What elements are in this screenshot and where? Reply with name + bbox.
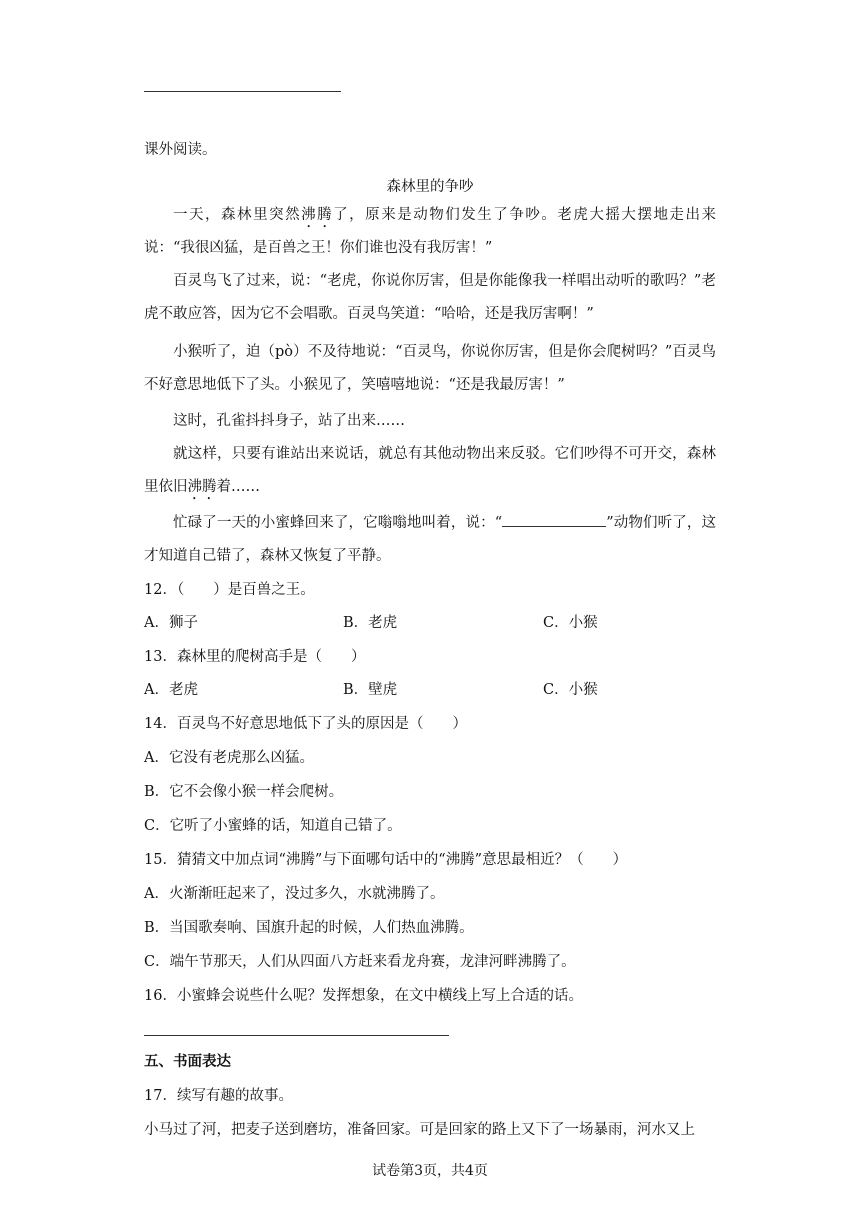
q12-option-b[interactable]: B．老虎 (343, 615, 398, 631)
q14-option-a[interactable]: A．它没有老虎那么凶猛。 (144, 750, 314, 766)
answer-line-q16[interactable] (144, 1035, 449, 1036)
q15-stem: 15．猜猜文中加点词“沸腾”与下面哪句话中的“沸腾”意思最相近？（ ） (144, 852, 628, 868)
q12-option-a[interactable]: A．狮子 (144, 615, 198, 631)
p1-text-before: 一天，森林里突然 (173, 207, 302, 223)
q12-option-c[interactable]: C．小猴 (543, 615, 598, 631)
q13-stem: 13．森林里的爬树高手是（ ） (144, 649, 366, 665)
story-title: 森林里的争吵 (386, 179, 474, 195)
q12-stem: 12．（ ）是百兽之王。 (144, 582, 315, 598)
q15-option-b[interactable]: B．当国歌奏响、国旗升起的时候，人们热血沸腾。 (144, 920, 474, 936)
story-paragraph-1 (144, 199, 716, 265)
answer-blank[interactable] (502, 512, 606, 527)
writing-prompt-text: 小马过了河，把麦子送到磨坊，准备回家。可是回家的路上又下了一场暴雨，河水又上 (144, 1122, 695, 1138)
q16-stem: 16．小蜜蜂会说些什么呢？发挥想象，在文中横线上写上合适的话。 (144, 988, 583, 1004)
q15-option-a[interactable]: A．火渐渐旺起来了，没过多久，水就沸腾了。 (144, 886, 445, 902)
p5-text-after: 着…… (216, 479, 260, 495)
q15-option-c[interactable]: C．端午节那天，人们从四面八方赶来看龙舟赛，龙津河畔沸腾了。 (144, 954, 576, 970)
p5-dotted-word: 沸腾 (187, 479, 217, 495)
p1-text-after: 了，原来是动物们发生了争吵。老虎大摇大摆地走出来说：“我很凶猛，是百兽之王！你们谁也没有我厉害！” (144, 207, 717, 256)
p5-text-before: 就这样，只要有谁站出来说话，就总有其他动物出来反驳。它们吵得不可开交，森林里依旧 (144, 446, 716, 495)
page-footer: 试卷第3页，共4页 (372, 1163, 488, 1179)
p6-text-after: ”动物们听了，这才知道自己错了，森林又恢复了平静。 (144, 515, 716, 564)
writing-section-heading: 五、书面表达 (144, 1054, 231, 1070)
p1-dotted-word: 沸腾 (301, 207, 334, 223)
q14-stem: 14．百灵鸟不好意思地低下了头的原因是（ ） (144, 716, 467, 732)
q17-stem: 17．续写有趣的故事。 (144, 1088, 293, 1104)
story-paragraph-4: 这时，孔雀抖抖身子，站了出来…… (173, 413, 405, 429)
story-paragraph-5 (144, 438, 716, 504)
story-paragraph-3: 小猴听了，迫（pò）不及待地说：“百灵鸟，你说你厉害，但是你会爬树吗？”百灵鸟不好意思地低下了头。小猴见了，笑嘻嘻地说：“还是我最厉害！” (144, 344, 716, 393)
q13-option-c[interactable]: C．小猴 (543, 682, 598, 698)
p6-text-before: 忙碌了一天的小蜜蜂回来了，它嗡嗡地叫着，说：“ (173, 515, 503, 531)
q13-option-a[interactable]: A．老虎 (144, 682, 198, 698)
q14-option-c[interactable]: C．它听了小蜜蜂的话，知道自己错了。 (144, 818, 402, 834)
story-paragraph-2: 百灵鸟飞了过来，说：“老虎，你说你厉害，但是你能像我一样唱出动听的歌吗？”老虎不敢应答，因为它不会唱歌。百灵鸟笑道：“哈哈，还是我厉害啊！” (144, 273, 716, 322)
answer-line-top (144, 91, 341, 92)
q13-option-b[interactable]: B．壁虎 (343, 682, 398, 698)
reading-heading: 课外阅读。 (144, 142, 217, 158)
story-paragraph-6 (144, 507, 716, 573)
q14-option-b[interactable]: B．它不会像小猴一样会爬树。 (144, 784, 344, 800)
